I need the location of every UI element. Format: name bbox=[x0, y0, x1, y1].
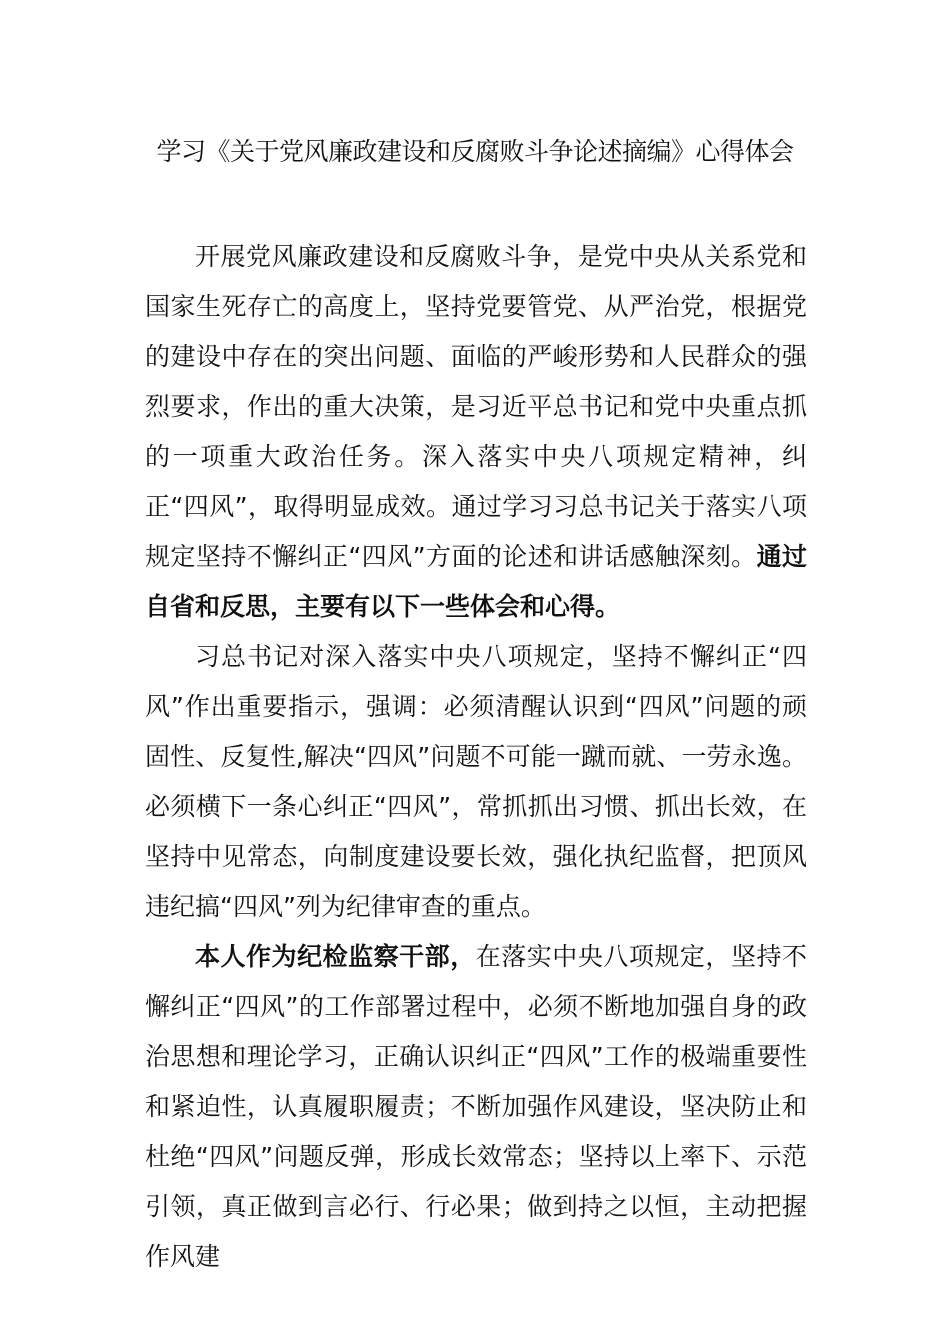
paragraph-3-text: 在落实中央八项规定，坚持不懈纠正“四风”的工作部署过程中，必须不断地加强自身的政治思想和理论学习，正确认识纠正“四风”工作的极端重要性和紧迫性，认真履职履责；不断加强作风建设，坚决防止和杜绝“四风”问题反弹，形成长效常态；坚持以上率下、示范引领，真正做到言必行、行必果；做到持之以恒，主动把握作风建 bbox=[145, 942, 807, 1271]
paragraph-1-bold-text: 通过自省和反思，主要有以下一些体会和心得。 bbox=[145, 542, 807, 621]
document-title: 学习《关于党风廉政建设和反腐败斗争论述摘编》心得体会 bbox=[156, 137, 794, 166]
document-body bbox=[145, 232, 807, 1282]
paragraph-3 bbox=[145, 932, 807, 1282]
paragraph-2 bbox=[145, 632, 807, 932]
paragraph-3-bold-text: 本人作为纪检监察干部， bbox=[195, 942, 476, 971]
paragraph-1-text: 开展党风廉政建设和反腐败斗争，是党中央从关系党和国家生死存亡的高度上，坚持党要管党、从严治党，根据党的建设中存在的突出问题、面临的严峻形势和人民群众的强烈要求，作出的重大决策，是习近平总书记和党中央重点抓的一项重大政治任务。深入落实中央八项规定精神，纠正“四风”，取得明显成效。通过学习习总书记关于落实八项规定坚持不懈纠正“四风”方面的论述和讲话感触深刻。 bbox=[145, 242, 807, 571]
paragraph-1 bbox=[145, 232, 807, 632]
paragraph-2-text: 习总书记对深入落实中央八项规定，坚持不懈纠正“四风”作出重要指示，强调：必须清醒认识到“四风”问题的顽固性、反复性,解决“四风”问题不可能一蹴而就、一劳永逸。必须横下一条心纠正“四风”，常抓抓出习惯、抓出长效，在坚持中见常态，向制度建设要长效，强化执纪监督，把顶风违纪搞“四风”列为纪律审查的重点。 bbox=[145, 642, 807, 921]
